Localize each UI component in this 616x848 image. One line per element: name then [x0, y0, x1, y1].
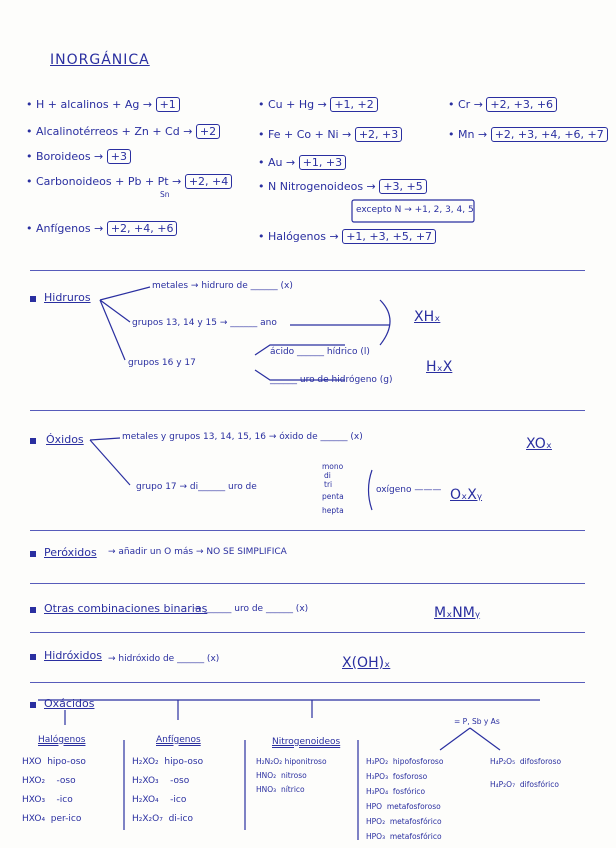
- hidruros-formula-hx: HₓX: [426, 359, 453, 375]
- oxidos-metales: metales y grupos 13, 14, 15, 16 → óxido de ______ (x): [122, 432, 363, 442]
- col-halogenos-header: Halógenos: [38, 735, 86, 745]
- prefix-penta: penta: [322, 492, 344, 501]
- hidruros-grupos-16-17: grupos 16 y 17: [128, 358, 196, 368]
- section-bullet: [30, 551, 36, 557]
- valence-fe-co-ni: • Fe + Co + Ni → +2, +3: [258, 128, 402, 141]
- section-bullet: [30, 654, 36, 660]
- section-bullet: [30, 702, 36, 708]
- binarias-label: Otras combinaciones binarias: [44, 602, 208, 615]
- prefix-mono: mono: [322, 462, 344, 471]
- hidroxidos-formula: X(OH)ₓ: [342, 655, 391, 671]
- divider: [30, 270, 585, 271]
- col-anfigenos-header: Anfígenos: [156, 735, 201, 745]
- p-row: HPO₃ metafosfórico: [366, 832, 442, 841]
- nitrogenoideos-row: HNO₃ nítrico: [256, 785, 305, 794]
- hidroxidos-label: Hidróxidos: [44, 649, 102, 662]
- divider: [30, 682, 585, 683]
- p2-row: H₄P₂O₇ difosfórico: [490, 780, 559, 789]
- prefix-tri: tri: [324, 480, 333, 489]
- peroxidos-text: → añadir un O más → NO SE SIMPLIFICA: [108, 547, 287, 557]
- halogenos-row: HXO₄ per-ico: [22, 814, 82, 824]
- p2-row: H₄P₂O₅ difosforoso: [490, 757, 562, 766]
- valence-halogenos: • Halógenos → +1, +3, +5, +7: [258, 230, 436, 243]
- divider: [30, 583, 585, 584]
- prefix-di: di: [324, 471, 331, 480]
- p-row: H₃PO₂ hipofosforoso: [366, 757, 444, 766]
- valence-cu-hg: • Cu + Hg → +1, +2: [258, 98, 378, 111]
- oxacidos-label: Oxácidos: [44, 697, 95, 710]
- nitrogenoideos-row: H₂N₂O₂ hiponitroso: [256, 757, 327, 766]
- hidruros-uro: ______ uro de hidrógeno (g): [270, 375, 393, 385]
- valence-cr: • Cr → +2, +3, +6: [448, 98, 557, 111]
- p-sb-as-label: = P, Sb y As: [454, 717, 500, 726]
- p-row: H₃PO₄ fosfórico: [366, 787, 426, 796]
- section-bullet: [30, 296, 36, 302]
- oxidos-formula-xo: XOₓ: [526, 436, 552, 452]
- halogenos-row: HXO hipo-oso: [22, 757, 86, 767]
- valence-au: • Au → +1, +3: [258, 156, 346, 169]
- hidruros-formula-xh: XHₓ: [414, 309, 441, 325]
- oxidos-label: Óxidos: [46, 433, 84, 446]
- anfigenos-row: H₂XO₂ hipo-oso: [132, 757, 204, 767]
- divider: [30, 410, 585, 411]
- hidruros-acido: ácido ______ hídrico (l): [270, 347, 370, 357]
- valence-h-alkali: • H + alcalinos + Ag → +1: [26, 98, 180, 111]
- nitrogenoideos-row: HNO₂ nitroso: [256, 771, 307, 780]
- hidruros-label: Hidruros: [44, 291, 91, 304]
- binarias-text: → ______ uro de ______ (x): [194, 604, 309, 614]
- valence-anfigenos: • Anfígenos → +2, +4, +6: [26, 222, 177, 235]
- anfigenos-row: H₂XO₄ -ico: [132, 795, 187, 805]
- divider: [30, 632, 585, 633]
- halogenos-row: HXO₃ -ico: [22, 795, 73, 805]
- valence-boroideos: • Boroideos → +3: [26, 150, 131, 163]
- valence-alcalinoterreos: • Alcalinotérreos + Zn + Cd → +2: [26, 125, 220, 138]
- anfigenos-row: H₂X₂O₇ di-ico: [132, 814, 193, 824]
- oxidos-oxigeno: oxígeno ———: [376, 485, 442, 495]
- carbonoideos-sub: Sn: [160, 190, 170, 199]
- peroxidos-label: Peróxidos: [44, 546, 97, 559]
- page-title: INORGÁNICA: [50, 52, 150, 68]
- p-row: H₃PO₃ fosforoso: [366, 772, 428, 781]
- prefix-hepta: hepta: [322, 506, 344, 515]
- section-bullet: [30, 438, 36, 444]
- valence-mn: • Mn → +2, +3, +4, +6, +7: [448, 128, 608, 141]
- p-row: HPO metafosforoso: [366, 802, 441, 811]
- valence-nitrogenoideos: • N Nitrogenoideos → +3, +5: [258, 180, 427, 193]
- divider: [30, 530, 585, 531]
- hidroxidos-text: → hidróxido de ______ (x): [108, 654, 220, 664]
- section-bullet: [30, 607, 36, 613]
- excepto-n: excepto N → +1, 2, 3, 4, 5: [356, 205, 474, 215]
- valence-carbonoideos: • Carbonoideos + Pb + Pt → +2, +4: [26, 175, 232, 188]
- oxidos-formula-ox: OₓXᵧ: [450, 487, 483, 503]
- anfigenos-row: H₂XO₃ -oso: [132, 776, 190, 786]
- hidruros-grupos-13-15: grupos 13, 14 y 15 → ______ ano: [132, 318, 277, 328]
- p-row: HPO₂ metafosfórico: [366, 817, 442, 826]
- halogenos-row: HXO₂ -oso: [22, 776, 76, 786]
- oxidos-grupo-17: grupo 17 → di______ uro de: [136, 482, 257, 492]
- col-nitrogenoideos-header: Nitrogenoideos: [272, 737, 341, 747]
- hidruros-metales: metales → hidruro de ______ (x): [152, 281, 293, 291]
- binarias-formula: MₓNMᵧ: [434, 605, 481, 621]
